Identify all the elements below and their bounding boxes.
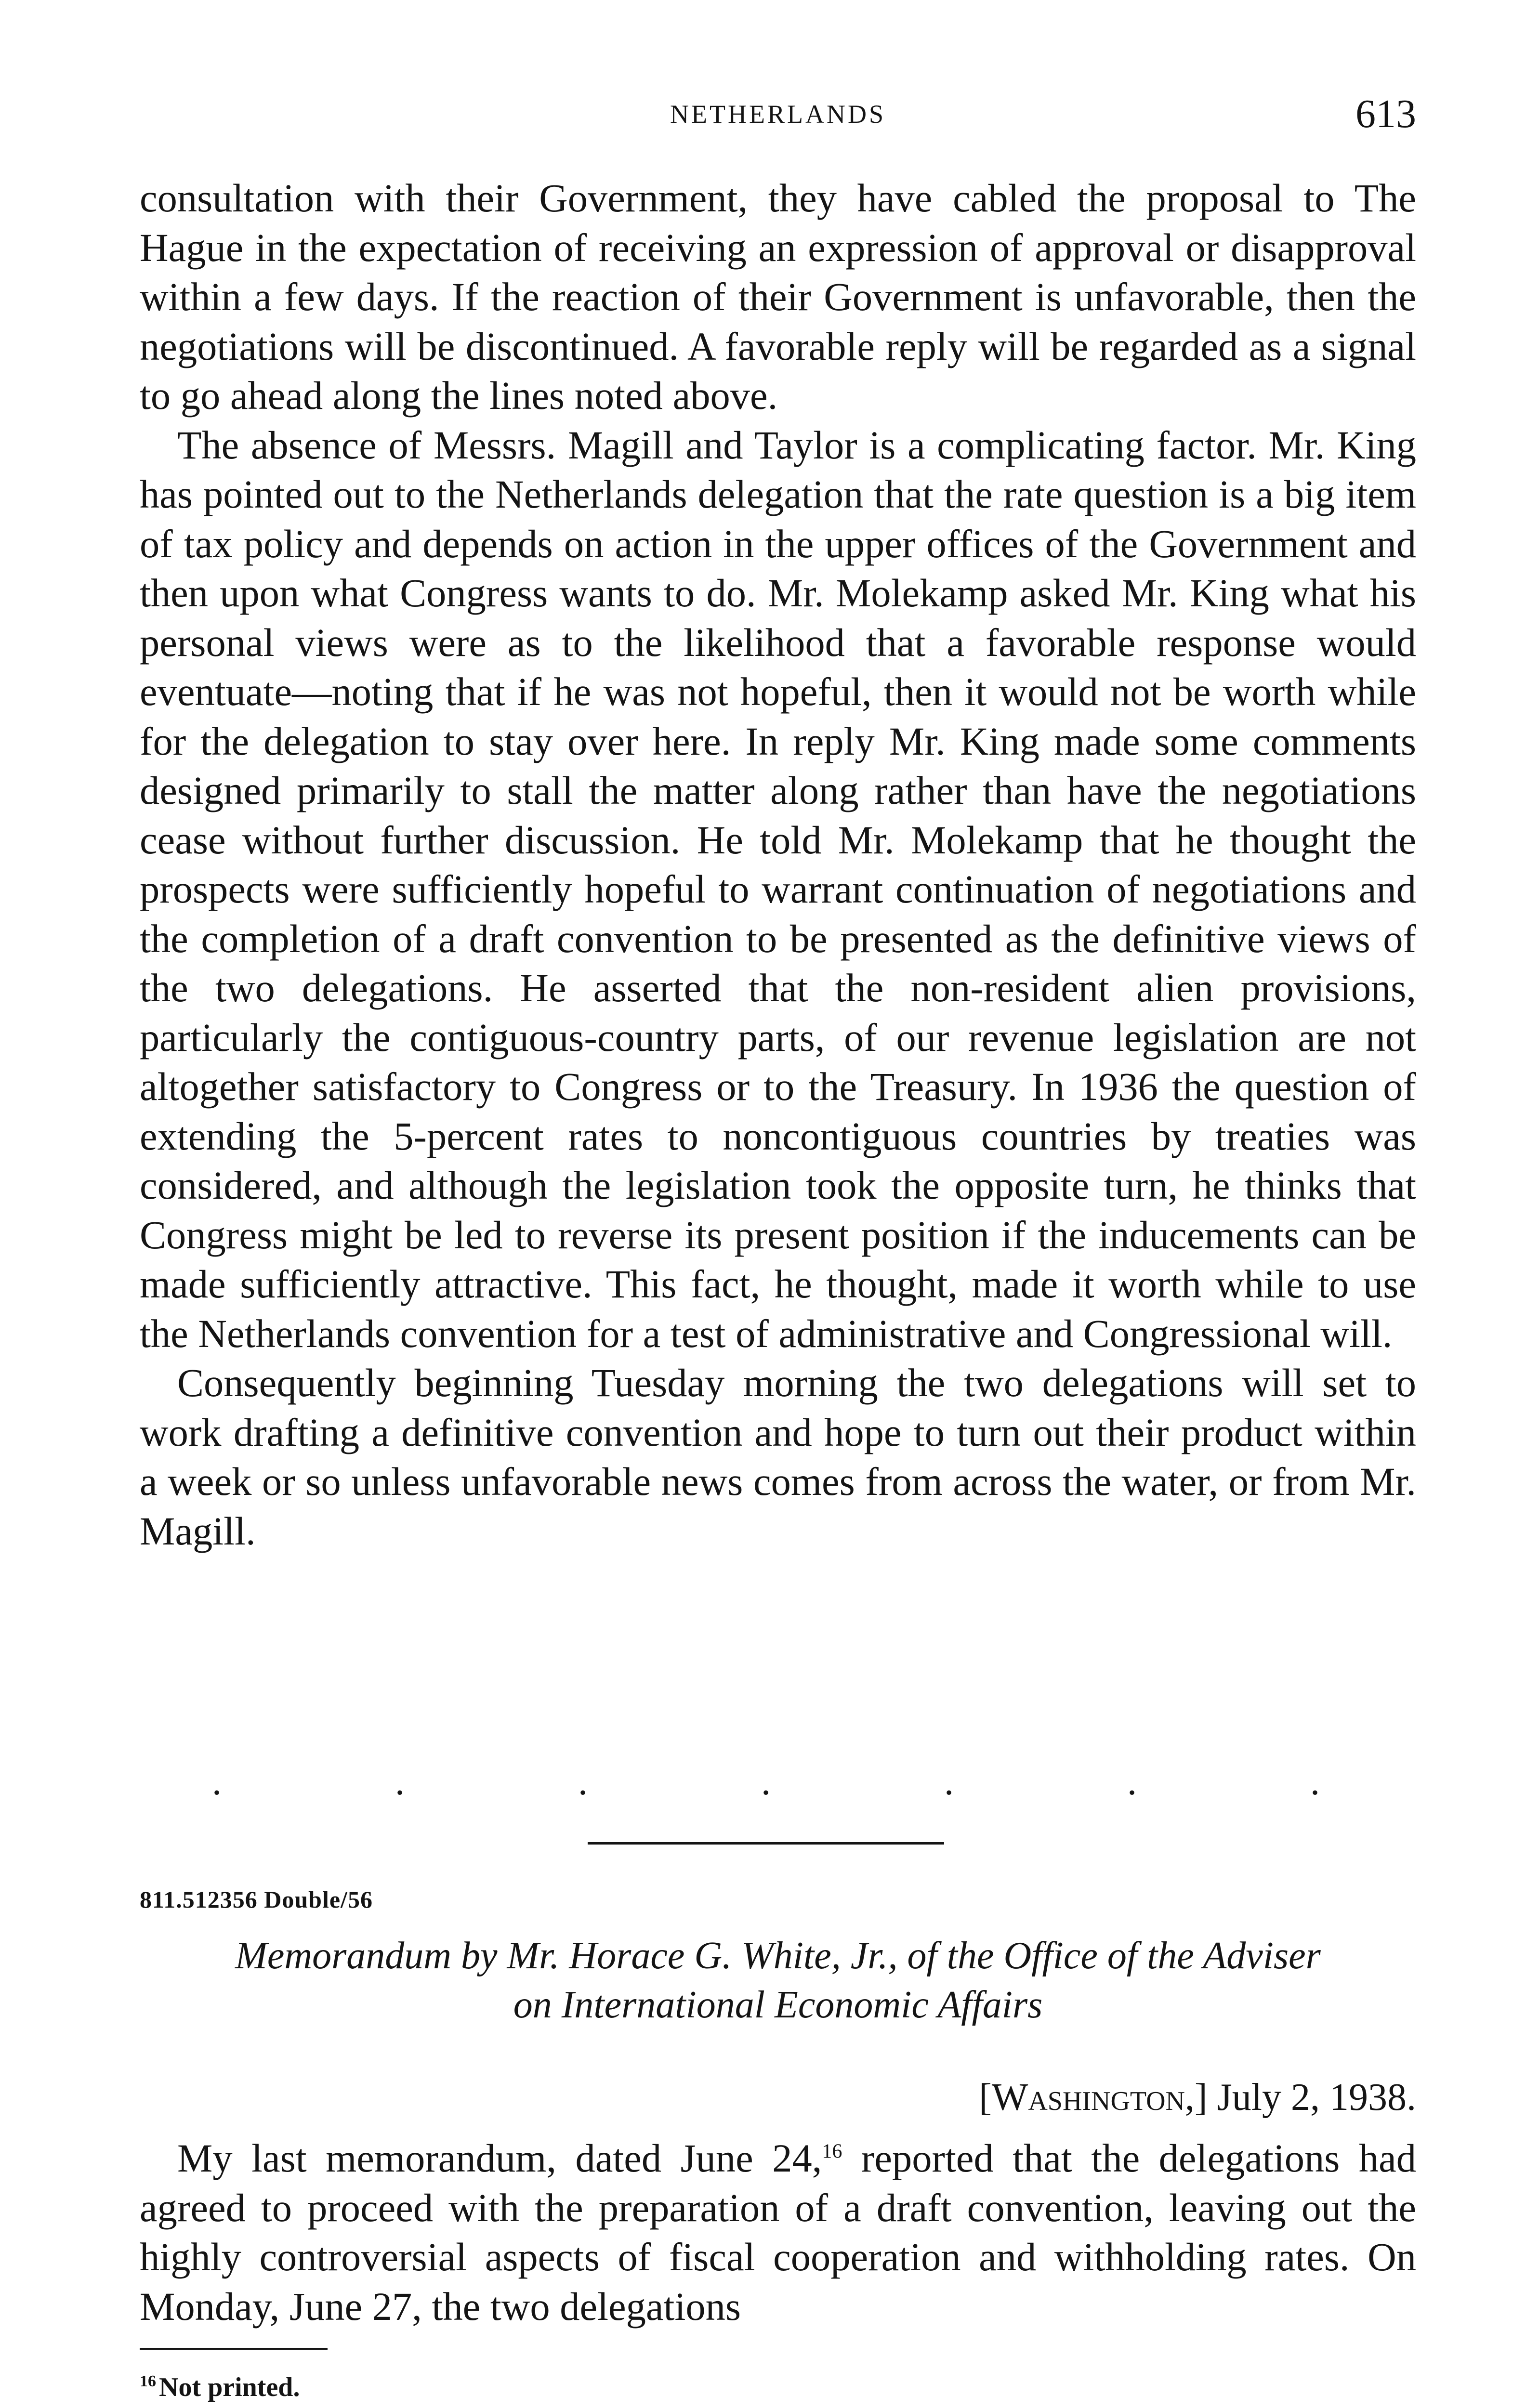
ellipsis-dot: . xyxy=(395,1761,405,1803)
memo-text-end: reported that the delegations had agreed to proceed with the preparation of a draft convention, leaving out the highly controversial aspects of fiscal cooperation and withholding rates. On Monday, June 27, the two delegations xyxy=(140,2136,1416,2329)
ellipsis-separator xyxy=(212,1763,1320,1801)
body-text xyxy=(140,173,1416,1556)
dateline-bracket: [ xyxy=(979,2076,992,2119)
document-title xyxy=(140,1931,1416,2029)
file-number: 811.512356 Double/56 xyxy=(140,1886,373,1913)
memo-paragraph xyxy=(140,2133,1416,2331)
page-number: 613 xyxy=(1355,92,1416,136)
document-title-line-2: on International Economic Affairs xyxy=(513,1984,1043,2026)
ellipsis-dot: . xyxy=(1310,1761,1320,1803)
footnote xyxy=(140,2372,300,2403)
ellipsis-dot: . xyxy=(761,1761,771,1803)
footnote-text: Not printed. xyxy=(159,2372,300,2402)
footnote-reference[interactable]: 16 xyxy=(822,2140,842,2163)
paragraph-absence: The absence of Messrs. Magill and Taylor is a complicating factor. Mr. King has pointed out to the Netherlands delegation that the rate question is a big item of tax policy and depends on action in the upper offices of the Government and then upon what Congress wants to do. Mr. Molekamp asked Mr. King what his personal views were as to the likelihood that a favorable response would eventuate—noting that if he was not hopeful, then it would not be worth while for the delegation to stay over here. In reply Mr. King made some comments designed primarily to stall the matter along rather than have the negotiations cease without further discussion. He told Mr. Molekamp that he thought the prospects were sufficiently hopeful to warrant continuation of negotiations and the completion of a draft convention to be presented as the definitive views of the two delegations. He asserted that the non-resident alien provisions, particularly the contiguous-country parts, of our revenue legislation are not altogether satisfactory to Congress or to the Treasury. In 1936 the question of extending the 5-percent rates to noncontiguous countries by treaties was considered, and although the legislation took the opposite turn, he thinks that Congress might be led to reverse its present position if the inducements can be made sufficiently attractive. This fact, he thought, made it worth while to use the Netherlands convention for a test of administrative and Congressional will. xyxy=(140,422,1416,1356)
paragraph-consequently: Consequently beginning Tuesday morning the two delegations will set to work drafting a definitive convention and hope to turn out their product within a week or so unless unfavorable news comes from across the water, or from Mr. Magill. xyxy=(140,1361,1416,1553)
running-title: NETHERLANDS xyxy=(670,100,886,129)
document-title-line-1: Memorandum by Mr. Horace G. White, Jr., of the Office of the Adviser xyxy=(235,1935,1321,1977)
memo-text-start: My last memorandum, dated June 24, xyxy=(177,2136,822,2180)
ellipsis-dot: . xyxy=(578,1761,588,1803)
footnote-number: 16 xyxy=(140,2372,156,2391)
dateline-place: Washington xyxy=(991,2076,1185,2119)
paragraph-continuation: consultation with their Government, they have cabled the proposal to The Hague in the expectation of receiving an expression of approval or disapproval within a few days. If the reaction of their Government is unfavorable, then the negotiations will be discontinued. A favorable reply will be regarded as a signal to go ahead along the lines noted above. xyxy=(140,176,1416,418)
footnote-divider xyxy=(140,2348,328,2350)
dateline-date: ,] July 2, 1938. xyxy=(1185,2076,1416,2119)
ellipsis-dot: . xyxy=(944,1761,954,1803)
dateline xyxy=(979,2076,1416,2120)
ellipsis-dot: . xyxy=(1127,1761,1137,1803)
section-divider xyxy=(588,1842,944,1845)
memo-text xyxy=(140,2133,1416,2331)
running-head xyxy=(140,91,1416,148)
ellipsis-dot: . xyxy=(212,1761,222,1803)
